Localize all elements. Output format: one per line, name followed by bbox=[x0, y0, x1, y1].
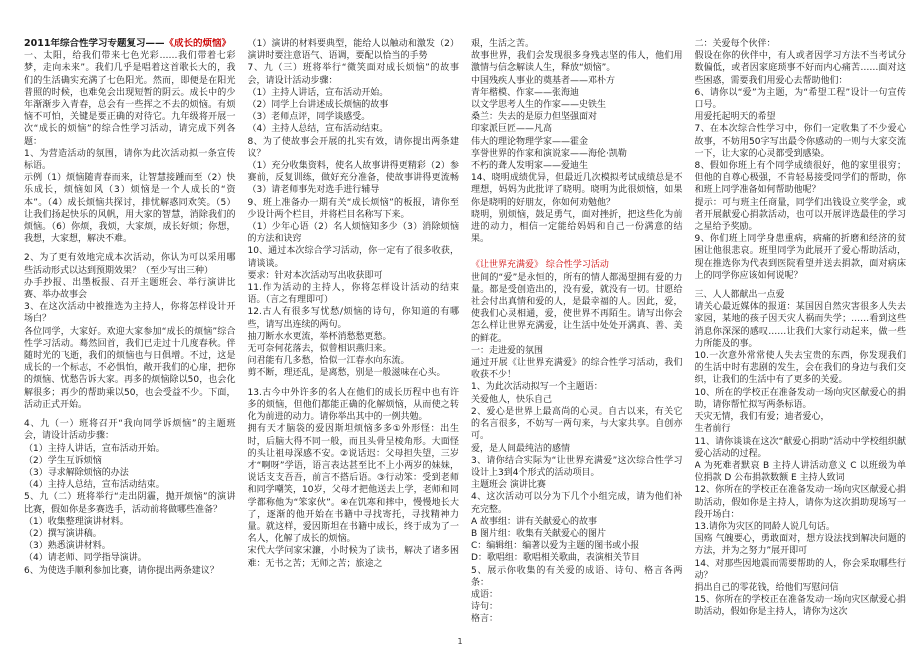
paragraph: 8、为了使故事会开展的扎实有效，请你提出两条建议？ bbox=[247, 136, 459, 159]
paragraph: 成语： bbox=[471, 589, 499, 600]
paragraph: （2）撰写演讲稿。 bbox=[24, 528, 102, 539]
paragraph: 2、为了更有效地完成本次活动，你认为可以采用哪些活动形式以达到预期效果？（至少写出三种） bbox=[24, 253, 236, 276]
paragraph: 请关心最近媒体的报道：某国因自然灾害很多人失去家园，某地的孩子因天灾人祸而失学；……看到这些消息你深深的感叹……让我们大家行动起来，做一些力所能及的事。 bbox=[694, 302, 906, 349]
paragraph: 要求：针对本次活动写出收获即可 bbox=[247, 270, 383, 281]
paragraph: 无可奈何花落去，似曾相识燕归来。 bbox=[247, 344, 392, 355]
column-2 bbox=[248, 38, 460, 628]
paragraph: 故事世界，我们会发现很多身残志坚的伟人，他们用激情与信念解读人生，释放“烦恼”。 bbox=[471, 51, 683, 74]
title-prefix: 2011年综合性学习专题复习—— bbox=[24, 38, 165, 49]
paragraph: 剪不断，理还乱，是离愁，别是一般滋味在心头。 bbox=[247, 368, 446, 379]
paragraph: 10、通过本次综合学习活动，你一定有了很多收获，请谈谈。 bbox=[247, 246, 459, 269]
paragraph: 4、这次活动可以分为下几个小组完成，请为他们补充完整。 bbox=[471, 492, 683, 515]
paragraph: （4）主持人总结，宣布活动结束。 bbox=[247, 124, 389, 135]
paragraph: 13.古今中外许多的名人在他们的成长历程中也有许多的烦恼，但他们都能正确的化解烦恼，从而使之转化为前进的动力。请你举出其中的一例共勉。 bbox=[247, 387, 459, 423]
paragraph: 问君能有几多愁，恰似一江春水向东流。 bbox=[247, 356, 410, 367]
columns bbox=[24, 38, 906, 628]
paragraph: 一：走进爱的氛围 bbox=[471, 345, 544, 356]
paragraph: 中国残疾人事业的奠基者——邓朴方 bbox=[471, 75, 616, 86]
paragraph: 6、请你以“爱”为主题，为“希望工程”设计一句宣传口号。 bbox=[694, 87, 906, 111]
paragraph: （1）演讲的材料要典型，能给人以触动和激发（2）演讲时要注意语气、语调，要配以恰当的手势 bbox=[247, 39, 459, 62]
paragraph: 二：关爱每个伙伴： bbox=[694, 39, 776, 49]
paragraph: 不朽的聋人发明家——爱迪生 bbox=[471, 161, 589, 172]
paragraph: A 故事组：讲有关献爱心的故事 bbox=[471, 516, 598, 527]
column-4 bbox=[695, 38, 907, 628]
paragraph: 9、你们班上同学身患重病，病痛的折磨和经济的贫困让他很悲哀。班里同学为此展开了爱心帮助活动，现在推选你为代表到医院看望并送去捐款，面对病床上的同学你应该如何说呢？ bbox=[694, 234, 906, 281]
paragraph: 世间的“爱”是永恒的，所有的情人都渴望拥有爱的力量。都是受创造出的，没有爱，就没有一切。甘愿给社会付出真情和爱的人，是最幸福的人。因此，爱，使我们心灵相通，爱，使世界不再陌生。请写出你会怎么样让世界充满爱，让生活中处处开满真、善、美的鲜花。 bbox=[471, 272, 683, 344]
paragraph: 7、在本次综合性学习中，你们一定收集了不少爱心故事，不妨用50字写出最令你感动的一则与大家交流一下，让大家的心灵都受到感染。 bbox=[694, 124, 906, 159]
paragraph-spacer bbox=[24, 245, 236, 252]
paragraph: （2）同学上台讲述成长烦恼的故事 bbox=[247, 100, 389, 111]
paragraph: （1）充分收集资料，使名人故事讲得更精彩（2）参赛前，反复训练，做好充分准备，使故事讲得更流畅 （3）请老师事先对选手进行辅导 bbox=[247, 161, 459, 196]
column-3-body bbox=[471, 38, 683, 626]
paragraph: 2、爱心是世界上最高尚的心灵。自古以来，有关它的名言很多，不妨写一两句来，与大家共享。自创亦可。 bbox=[471, 406, 683, 442]
paragraph: 7、九（三）班将举行“微笑面对成长烦恼”的故事会，请设计活动步骤： bbox=[247, 63, 459, 86]
paragraph: 印家派巨匠——凡高 bbox=[471, 124, 553, 135]
paragraph: 以文学思考人生的作家——史铁生 bbox=[471, 100, 607, 111]
paragraph: 国殇 气魄要心，勇敢面对，想方设法找到解决问题的方法，并为之努力”展开即可 bbox=[694, 534, 906, 557]
paragraph: 15、你所在的学校正在准备发动一场向灾区献爱心捐助活动，假如你是主持人，请你为这次 bbox=[694, 595, 906, 618]
title-topic: 《成长的烦恼》 bbox=[164, 38, 231, 49]
paragraph: （3）寻求解除烦恼的办法 bbox=[24, 467, 129, 478]
paragraph: （4）请老师、同学指导演讲。 bbox=[24, 553, 147, 564]
paragraph: 3、在这次活动中被推选为主持人，你将怎样设计开场白？ bbox=[24, 302, 236, 325]
paragraph: 享誉世界的作家和演说家——海伦·凯勒 bbox=[471, 148, 627, 159]
paragraph: 13.请你为灾区的同龄人说几句话。 bbox=[694, 521, 835, 532]
paragraph: B 图片组：收集有关献爱心的图片 bbox=[471, 528, 607, 539]
paragraph: 捐出自己的零花钱，给他们写慰问信 bbox=[694, 582, 839, 593]
paragraph: 5、九（二）班将举行“走出阴霾，抛开烦恼”的演讲比赛，假如你是多赛选手，活动前将做哪些准备？ bbox=[24, 492, 236, 515]
paragraph: 宋代大学问家宋濂，小时候为了读书，解决了诸多困难：无书之苦；无师之苦；旅途之 bbox=[247, 546, 459, 569]
paragraph: 1、为此次活动拟写一个主题语： bbox=[471, 382, 603, 393]
paragraph: 格言： bbox=[471, 614, 499, 625]
paragraph: （3）熟悉演讲材料。 bbox=[24, 541, 111, 552]
paragraph: 拥有天才脑袋的爱因斯坦烦恼多多①外形怪：出生时，后脑大得不同一般，而且头骨呈棱角形。大面怪的头让祖母深感不安。②说话迟：父母担失望，三岁才“啊呀”学语，语言表达甚至比不上小两岁的妹妹，说话支支吾吾，前言不搭后语。③行动笨：受到老师和同学嘲笑，10岁，父母才把他送去上学，老师和同学都称他为“笨家伙”。④在饥寒和摔中，慢慢地长大了，逐渐的他开始在书籍中寻找寄托，寻找精神力量。就这样，爱因斯坦在书籍中成长，终于成为了一名人，化解了成长的烦恼。 bbox=[247, 424, 459, 545]
paragraph: 通过开展《让世界充满爱》的综合性学习活动，我们收获不少！ bbox=[471, 358, 683, 381]
paragraph: （1）少年心语（2）名人烦恼知多少（3）消除烦恼的方法和诀窍 bbox=[247, 222, 459, 245]
paragraph: A 为死难者默哀 B 主持人讲活动意义 C 以班级为单位捐款 D 公布捐款数额 E 主持人致词 bbox=[694, 460, 906, 484]
paragraph: 3、请你结合实际为“让世界充满爱”这次综合性学习设计上3到4个形式的活动项目。 bbox=[471, 455, 683, 478]
paragraph: 12、你所在的学校正在准备发动一场向灾区献爱心捐助活动，假如你是主持人，请你为这次捐助现场写一段开场白： bbox=[694, 485, 906, 520]
paragraph: 《让世界充满爱》 综合性学习活动 bbox=[471, 260, 609, 271]
column-3 bbox=[471, 38, 683, 628]
paragraph: （3）老师点评，同学谈感受。 bbox=[247, 112, 371, 123]
paragraph: 4、九（一）班将召开“我向同学诉烦恼”的主题班会，请设计活动步骤： bbox=[24, 419, 236, 442]
paragraph: 青年楷模、作家——张海迪 bbox=[471, 87, 580, 98]
paragraph-spacer bbox=[471, 252, 683, 259]
paragraph: 用爱托起明天的希望 bbox=[694, 112, 776, 123]
paragraph: 艰，生活之苦。 bbox=[471, 39, 535, 49]
paragraph: 伟大的理论物理学家——霍金 bbox=[471, 136, 589, 147]
paragraph-spacer bbox=[471, 245, 683, 252]
paragraph-spacer bbox=[24, 411, 236, 418]
paragraph: C：编辑组：编著以爱为主题的图书或小报 bbox=[471, 541, 640, 552]
paragraph: 提示：可与班主任商量，同学们出钱设立奖学金，或者开展献爱心捐款活动，也可以开展评选最佳的学习之星给予奖励。 bbox=[694, 197, 906, 233]
column-4-body bbox=[695, 38, 907, 619]
paragraph: 一、太阳，给我们带来七色光彩……我们带着七彩梦，走向未来”。我们几乎是唱着这首歌长大的，我们的生活确实充满了七色阳光。然而，即便是在阳光普照的时候，也难免会出现短暂的阴云。成长中的少年渐渐步入青春，总会有一些挥之不去的烦恼。有烦恼不可怕，关键是要正确的对待它。九年级将开展一次“成长的烦恼”的综合性学习活动，请完成下列各题： bbox=[24, 51, 236, 147]
paragraph-spacer bbox=[248, 380, 460, 387]
paragraph: 天灾无情，我们有爱；迪者爱心， bbox=[694, 412, 830, 423]
paragraph: 5、展示你收集的有关爱的成语、诗句、格言各两条： bbox=[471, 565, 683, 588]
column-1 bbox=[24, 38, 236, 628]
paragraph: （1）主持人讲话，宣布活动开始。 bbox=[24, 443, 165, 454]
paragraph: 9、班上准备办一期有关“成长烦恼”的板报，请你至少设计两个栏目，并将栏目名称写下来。 bbox=[247, 197, 459, 220]
paragraph: 生者前行 bbox=[694, 424, 731, 435]
paragraph: 办手抄报、出墨板报、召开主题班会、举行演讲比赛、举办故事会 bbox=[24, 277, 236, 301]
paragraph: 14、晓明成绩优异，但最近几次模拟考试成绩总是不理想，妈妈为此批评了晓明。晓明为此很烦恼，如果你是晓明的好朋友，你如何劝勉他？ bbox=[471, 173, 683, 208]
page-number: 1 bbox=[457, 637, 463, 646]
column-2-body bbox=[248, 38, 460, 570]
paragraph: 11.作为活动的主持人，你将怎样设计活动的结束语。（言之有理即可） bbox=[247, 283, 459, 306]
paragraph: 主题班会 演讲比赛 bbox=[471, 480, 546, 491]
paragraph: 8、假如你班上有个同学成绩很好，他的家里很穷；但他的自尊心极强，不肯轻易接受同学们的帮助，你和班上同学准备如何帮助他呢？ bbox=[694, 161, 906, 196]
paragraph: 示例（1）烦恼随青春而来，让智慧接踵而至（2）快乐成长，烦恼如风（3）烦恼是一个人成长的“资本”。（4）成长烦恼共探讨，排忧解惑同欢笑。（5）让我们扬起快乐的风帆，用大家的智慧，消除我们的烦恼。（6）你烦，我烦，大家烦，成长好烦；你想，我想，大家想，解决不难。 bbox=[24, 173, 236, 245]
paragraph: 10.一次意外常常使人失去宝贵的东西，你发现我们的生活中时有悲剧的发生，会在我们的身边与我们交织，让我们的生活中有了更多的关爱。 bbox=[694, 351, 906, 386]
paragraph: 三、人人都献出一点爱 bbox=[694, 290, 785, 301]
paragraph: 12.古人有很多写忧愁/烦恼的诗句，你知道的有哪些，请写出连续的两句。 bbox=[247, 307, 459, 330]
paragraph: （2）学生互诉烦恼 bbox=[24, 455, 102, 466]
paragraph: 假设在你的伙伴中，有人或者因学习方法不当考试分数偏低，或者因家庭琐事不好而内心痛苦……面对这些困惑，需要我们用爱心去帮助他们： bbox=[694, 51, 906, 86]
paragraph: D：歌唱组：歌唱相关歌曲，表演相关节目 bbox=[471, 553, 640, 564]
paragraph: 6、为使选手顺利参加比赛，请你提出两条建议？ bbox=[24, 565, 219, 576]
paragraph: 14、对那些因地震而需要帮助的人，你会采取哪些行动？ bbox=[694, 558, 906, 581]
paragraph: 抽刀断水水更流，举杯消愁愁更愁。 bbox=[247, 331, 392, 342]
paragraph: 关爱他人，快乐自己 bbox=[471, 394, 553, 405]
paragraph: 爱，是人间最纯洁的感情 bbox=[471, 443, 571, 454]
paragraph: 各位同学，大家好。欢迎大家参加“成长的烦恼”综合性学习活动。蓦然回首，我们已走过十几度春秋。伴随时光的飞逝，我们的烦恼也与日俱增。不过，这是成长的一个标志，不必惧怕，敞开我们的心扉，把你的烦恼、忧愁告诉大家。再多的烦恼除以50，也会化解很多；再少的帮助乘以50，也会受益不少。下面，活动正式开始。 bbox=[24, 326, 236, 410]
paragraph-spacer bbox=[695, 282, 907, 289]
paragraph: （4）主持人总结，宣布活动结束。 bbox=[24, 480, 165, 491]
paragraph: （1）收集整理演讲材料。 bbox=[24, 516, 129, 527]
paragraph: 10、所在的学校正在准备发动一场向灾区献爱心的捐助，请你帮忙拟写两条标语。 bbox=[694, 387, 906, 410]
paragraph: 诗句： bbox=[471, 602, 499, 613]
paragraph: 1、为营造活动的氛围，请你为此次活动拟一条宣传标语。 bbox=[24, 148, 236, 172]
paragraph: 桑兰：失去的是原力但坚强面对 bbox=[471, 112, 598, 123]
paragraph: 11、请你谈谈在这次“献爱心捐助”活动中学校组织献爱心活动的过程。 bbox=[694, 436, 906, 459]
document-title bbox=[24, 38, 236, 50]
paragraph: 晓明，别烦恼，鼓足勇气，面对挫折，把这些化为前进的动力，相信一定能给妈妈和自己一份满意的结果。 bbox=[471, 209, 683, 245]
paragraph: （1）主持人讲话，宣布活动开始。 bbox=[247, 87, 389, 98]
column-1-body bbox=[24, 50, 236, 577]
